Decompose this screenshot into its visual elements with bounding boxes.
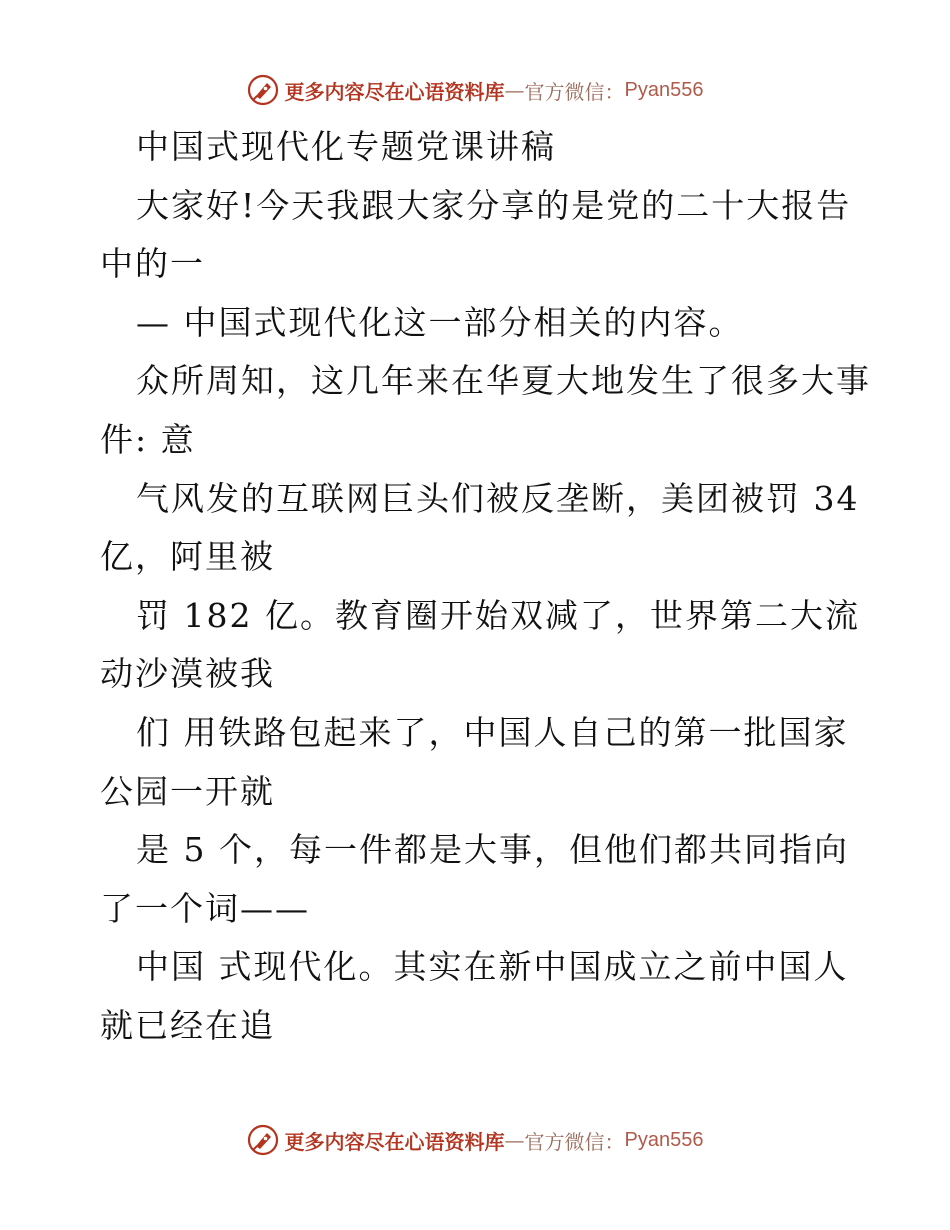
watermark-separator: — bbox=[504, 78, 525, 102]
watermark-contact-label: 官方微信： bbox=[524, 79, 625, 104]
text-line: 动沙漠被我 bbox=[100, 654, 275, 694]
watermark-main-text: 更多内容尽在心语资料库 bbox=[284, 1129, 505, 1154]
text-line: 罚 182 亿。教育圈开始双减了，世界第二大流 bbox=[136, 595, 860, 635]
pen-nib-logo-icon bbox=[247, 1124, 279, 1156]
text-line: 亿，阿里被 bbox=[100, 537, 275, 577]
text-line: 众所周知，这几年来在华夏大地发生了很多大事 bbox=[136, 361, 871, 401]
document-body bbox=[100, 118, 871, 1056]
text-line: 中的一 bbox=[100, 244, 205, 284]
text-line: 是 5 个，每一件都是大事，但他们都共同指向 bbox=[136, 830, 849, 870]
text-line: 就已经在追 bbox=[100, 1005, 275, 1045]
text-line: — 中国式现代化这一部分相关的内容。 bbox=[136, 302, 744, 342]
text-line: 中国 式现代化。其实在新中国成立之前中国人 bbox=[136, 947, 849, 987]
pen-nib-logo-icon bbox=[247, 74, 279, 106]
watermark-banner-top bbox=[0, 70, 950, 110]
document-title: 中国式现代化专题党课讲稿 bbox=[136, 127, 556, 166]
watermark-contact-label: 官方微信： bbox=[524, 1129, 625, 1154]
watermark-contact-id: Pyan556 bbox=[624, 78, 704, 101]
watermark-contact-id: Pyan556 bbox=[624, 1128, 704, 1151]
text-line: 们 用铁路包起来了，中国人自己的第一批国家 bbox=[136, 712, 849, 752]
watermark-separator: — bbox=[504, 1128, 525, 1152]
watermark-banner-bottom bbox=[0, 1120, 950, 1160]
text-line: 大家好!今天我跟大家分享的是党的二十大报告 bbox=[136, 185, 852, 225]
text-line: 气风发的互联网巨头们被反垄断，美团被罚 34 bbox=[136, 478, 860, 518]
text-line: 件: 意 bbox=[100, 419, 196, 459]
text-line: 了一个词—— bbox=[100, 888, 310, 928]
text-line: 公园一开就 bbox=[100, 771, 275, 811]
watermark-main-text: 更多内容尽在心语资料库 bbox=[284, 79, 505, 104]
